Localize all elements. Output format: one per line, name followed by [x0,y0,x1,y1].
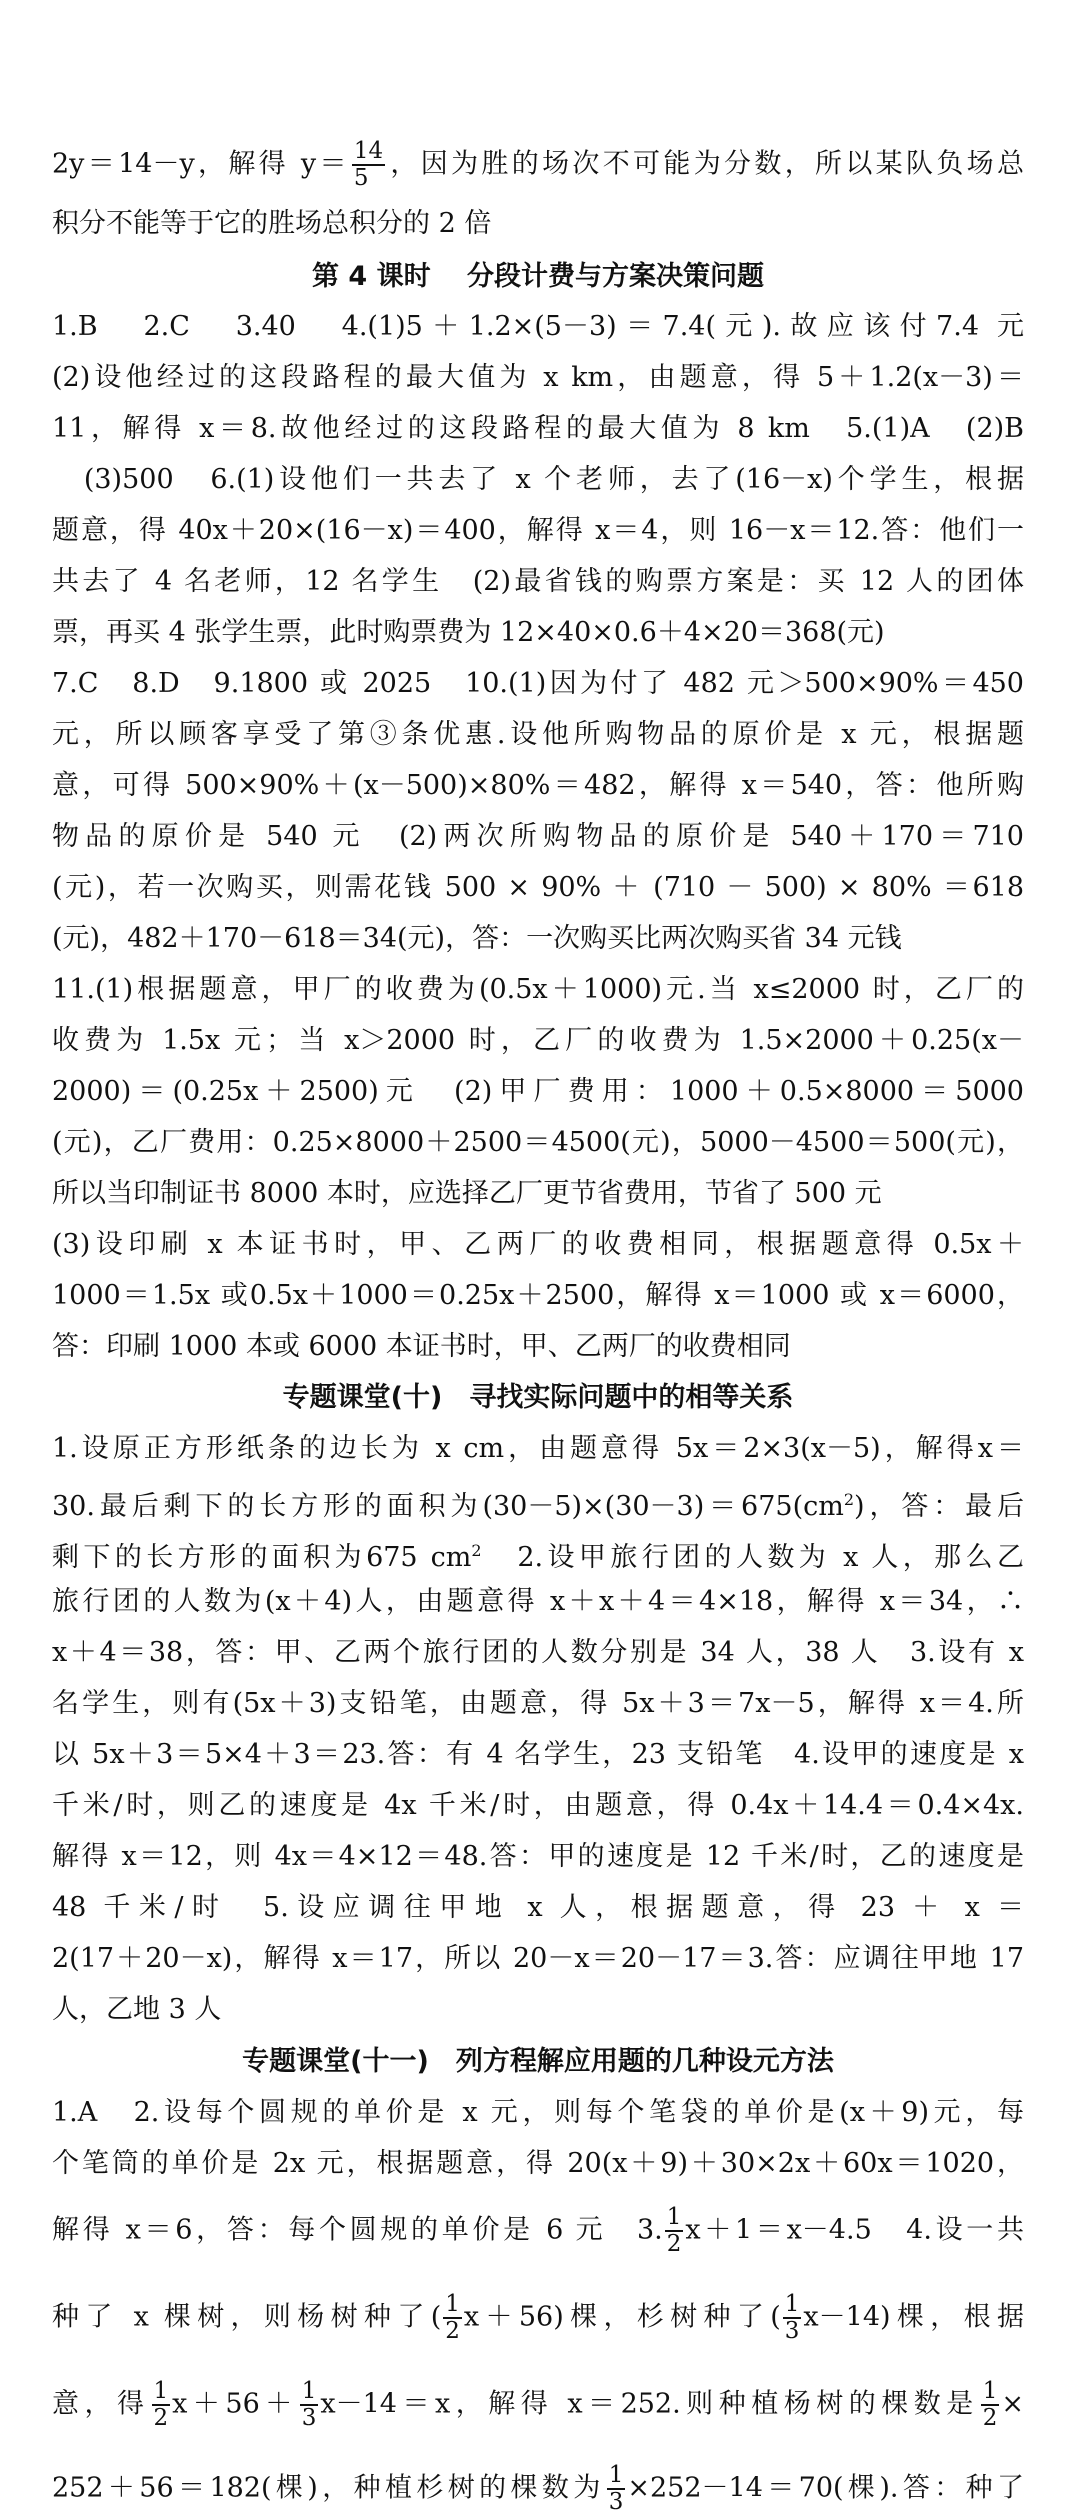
text-line: 个笔筒的单价是 2x 元，根据题意，得 20(x＋9)＋30×2x＋60x＝1020， [52,2148,1024,2179]
text-line: (元)，482＋170－618＝34(元)，答：一次购买比两次购买省 34 元钱 [52,923,902,954]
section-heading: 专题课堂(十) 寻找实际问题中的相等关系 [282,1382,794,1413]
text-line: 千米/时，则乙的速度是 4x 千米/时，由题意，得 0.4x＋14.4＝0.4×4x. [52,1790,1024,1821]
fraction: $\frac{1}{3}$ [608,2462,624,2515]
text-line: 元，所以顾客享受了第③条优惠.设他所购物品的原价是 x 元，根据题 [52,719,1024,750]
text-line: 共去了 4 名老师，12 名学生 (2)最省钱的购票方案是：买 12 人的团体 [52,566,1024,597]
text-line: 物品的原价是 540 元 (2)两次所购物品的原价是 540＋170＝710 [52,821,1024,852]
text-line: 旅行团的人数为(x＋4)人，由题意得 x＋x＋4＝4×18，解得 x＝34，∴ [52,1586,1024,1617]
text-line: 11，解得 x＝8.故他经过的这段路程的最大值为 8 km 5.(1)A (2)B [52,413,1024,444]
text-line: 252＋56＝182(棵)，种植杉树的棵数为 $\frac{1}{3}$ ×252－14＝70(棵).答：种了 [52,2462,1024,2515]
text-line: 人，乙地 3 人 [52,1994,222,2025]
text-line: 1000＝1.5x 或0.5x＋1000＝0.25x＋2500，解得 x＝1000 或 x＝6000， [52,1280,1024,1311]
text-line: (3)500 6.(1)设他们一共去了 x 个老师，去了(16－x)个学生，根据 [52,464,1024,495]
text-line: 以 5x＋3＝5×4＋3＝23.答：有 4 名学生，23 支铅笔 4.设甲的速度是 x [52,1739,1024,1770]
fraction: $\frac{1}{2}$ [445,2291,460,2344]
text-line: 答：印刷 1000 本或 6000 本证书时，甲、乙两厂的收费相同 [52,1331,791,1362]
text-line: 积分不能等于它的胜场总积分的 2 倍 [52,208,492,239]
text-line: 所以当印制证书 8000 本时，应选择乙厂更节省费用，节省了 500 元 [52,1178,882,1209]
text-line: 2000)＝(0.25x＋2500)元 (2)甲厂费用：1000＋0.5×8000＝5000 [52,1076,1024,1107]
text-line: 1.设原正方形纸条的边长为 x cm，由题意得 5x＝2×3(x－5)，解得x＝ [52,1433,1024,1464]
section-heading: 第 4 课时 分段计费与方案决策问题 [312,261,764,292]
text-line: 种了 x 棵树，则杨树种了( $\frac{1}{2}$ x＋56)棵，杉树种了( $\frac{1}{3}$ x－14)棵，根据 [52,2291,1024,2344]
text-line: 名学生，则有(5x＋3)支铅笔，由题意，得 5x＋3＝7x－5，解得 x＝4.所 [52,1688,1024,1719]
text-line: 解得 x＝6，答：每个圆规的单价是 6 元 3. $\frac{1}{2}$ x＋1＝x－4.5 4.设一共 [52,2204,1024,2257]
text-line: 解得 x＝12，则 4x＝4×12＝48.答：甲的速度是 12 千米/时，乙的速度是 [52,1841,1024,1872]
text-line: (元)，乙厂费用：0.25×8000＋2500＝4500(元)，5000－4500＝500(元)， [52,1127,1024,1158]
fraction: $\frac{1}{2}$ [666,2204,682,2257]
text-line: 意，得 $\frac{1}{2}$ x＋56＋ $\frac{1}{3}$ x－14＝x，解得 x＝252.则种植杨树的棵数是 $\frac{1}{2}$ × [52,2378,1024,2431]
text-line: 票，再买 4 张学生票，此时购票费为 12×40×0.6＋4×20＝368(元) [52,617,885,648]
text-line: (3)设印刷 x 本证书时，甲、乙两厂的收费相同，根据题意得 0.5x＋ [52,1229,1024,1260]
text-line: 收费为 1.5x 元；当 x＞2000 时，乙厂的收费为 1.5×2000＋0.25(x－ [52,1025,1024,1056]
text-line: (元)，若一次购买，则需花钱 500 × 90% ＋ (710 － 500) × 80% ＝618 [52,872,1024,903]
text-line: 1.A 2.设每个圆规的单价是 x 元，则每个笔袋的单价是(x＋9)元，每 [52,2097,1024,2128]
text-line: 1.B 2.C 3.40 4.(1)5＋1.2×(5－3)＝7.4(元).故应该付7.4 元 [52,311,1024,342]
text-line: 2(17＋20－x)，解得 x＝17，所以 20－x＝20－17＝3.答：应调往甲地 17 [52,1943,1024,1974]
section-heading: 专题课堂(十一) 列方程解应用题的几种设元方法 [242,2046,834,2077]
fraction: $\frac{1}{2}$ [982,2378,998,2431]
text-line: 意，可得 500×90%＋(x－500)×80%＝482，解得 x＝540，答：他所购 [52,770,1024,801]
text-line: x＋4＝38，答：甲、乙两个旅行团的人数分别是 34 人，38 人 3.设有 x [52,1637,1024,1668]
text-line: 2y＝14－y，解得 y＝ $\frac{14}{5}$ ，因为胜的场次不可能为分数，所以某队负场总 [52,138,1024,191]
text-line: 30.最后剩下的长方形的面积为$(30-5)\times(30-3)=675(cm^2)$，答：最后 [52,1490,1024,1522]
text-line: 题意，得 40x＋20×(16－x)＝400，解得 x＝4，则 16－x＝12.答：他们一 [52,515,1024,546]
fraction: $\frac{1}{3}$ [301,2378,317,2431]
fraction: $\frac{1}{2}$ [153,2378,169,2431]
text-line: 7.C 8.D 9.1800 或 2025 10.(1)因为付了 482 元＞500×90%＝450 [52,668,1024,699]
text-line: (2)设他经过的这段路程的最大值为 x km，由题意，得 5＋1.2(x－3)＝ [52,362,1024,393]
fraction: $\frac{14}{5}$ [353,138,384,191]
fraction: $\frac{1}{3}$ [784,2291,800,2344]
text-line: 11.(1)根据题意，甲厂的收费为(0.5x＋1000)元.当 x≤2000 时，乙厂的 [52,974,1024,1005]
text-line: 48 千米/时 5.设应调往甲地 x 人，根据题意，得 23 ＋ x ＝ [52,1892,1024,1923]
text-line: 剩下的长方形的面积为675 $cm^2$ 2.设甲旅行团的人数为 x 人，那么乙 [52,1541,1024,1573]
